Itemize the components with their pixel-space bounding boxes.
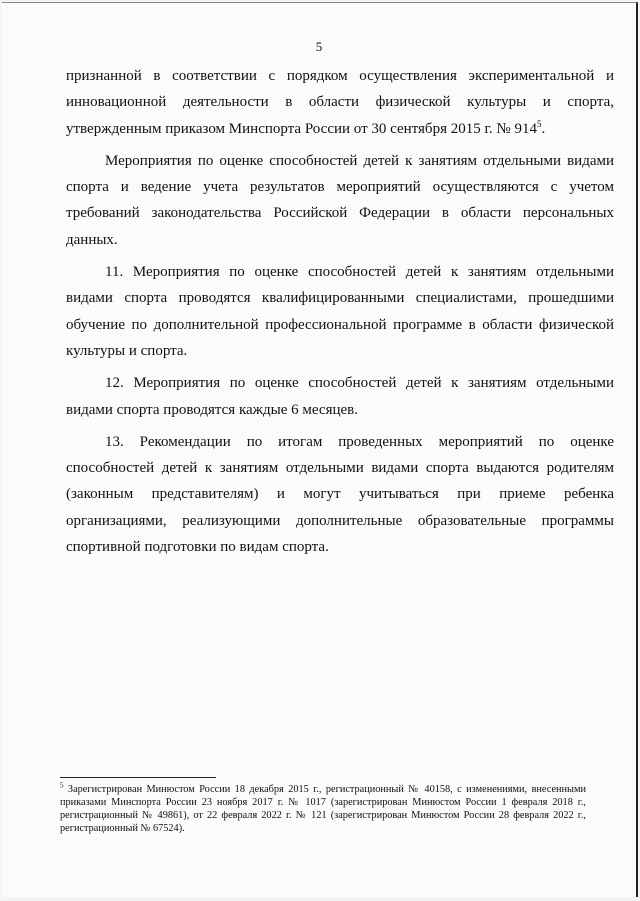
page-number: 5: [315, 39, 323, 54]
paragraph-data-protection: Мероприятия по оценке способностей детей к занятиям отдельными видами спорта и ведение учета результатов мероприятий осуществляются с учетом требований законодательства Российской Федерации в области персональных данных.: [66, 152, 614, 248]
paragraph-text: признанной в соответствии с порядком осуществления экспериментальной и инновационной деятельности в области физической культуры и спорта, утвержденным приказом Минспорта России от 30 сентября 2015 г. № 914: [66, 68, 614, 137]
paragraph-item-12: 12. Мероприятия по оценке способностей детей к занятиям отдельными видами спорта проводятся каждые 6 месяцев.: [66, 375, 614, 418]
footnote: [60, 783, 586, 835]
paragraph-item-13: 13. Рекомендации по итогам проведенных мероприятий по оценке способностей детей к занятиям отдельными видами спорта выдаются родителям (законным представителям) и могут учитываться при приеме ребенка организациями, реализующими дополнительные образовательные программы спортивной подготовки по видам спорта.: [66, 433, 614, 556]
footnote-reference[interactable]: 5: [536, 118, 542, 129]
footnote-text: Зарегистрирован Минюстом России 18 декабря 2015 г., регистрационный № 40158, с изменениями, внесенными приказами Минспорта России 23 ноября 2017 г. № 1017 (зарегистрирован Минюстом России 1 февраля 2018 г., регистрационный № 49861), от 22 февраля 2022 г. № 121 (зарегистрирован Минюстом России 28 февраля 2022 г., регистрационный № 67524).: [60, 784, 586, 834]
footnote-marker: 5: [60, 781, 64, 790]
paragraph-tail: .: [541, 120, 546, 137]
body-text: [66, 63, 614, 566]
document-page: [2, 2, 638, 897]
paragraph-intro: [66, 63, 614, 142]
footnote-divider: [60, 777, 216, 778]
paragraph-item-11: 11. Мероприятия по оценке способностей детей к занятиям отдельными видами спорта проводятся квалифицированными специалистами, прошедшими обучение по дополнительной профессиональной программе в области физической культуры и спорта.: [66, 264, 614, 359]
